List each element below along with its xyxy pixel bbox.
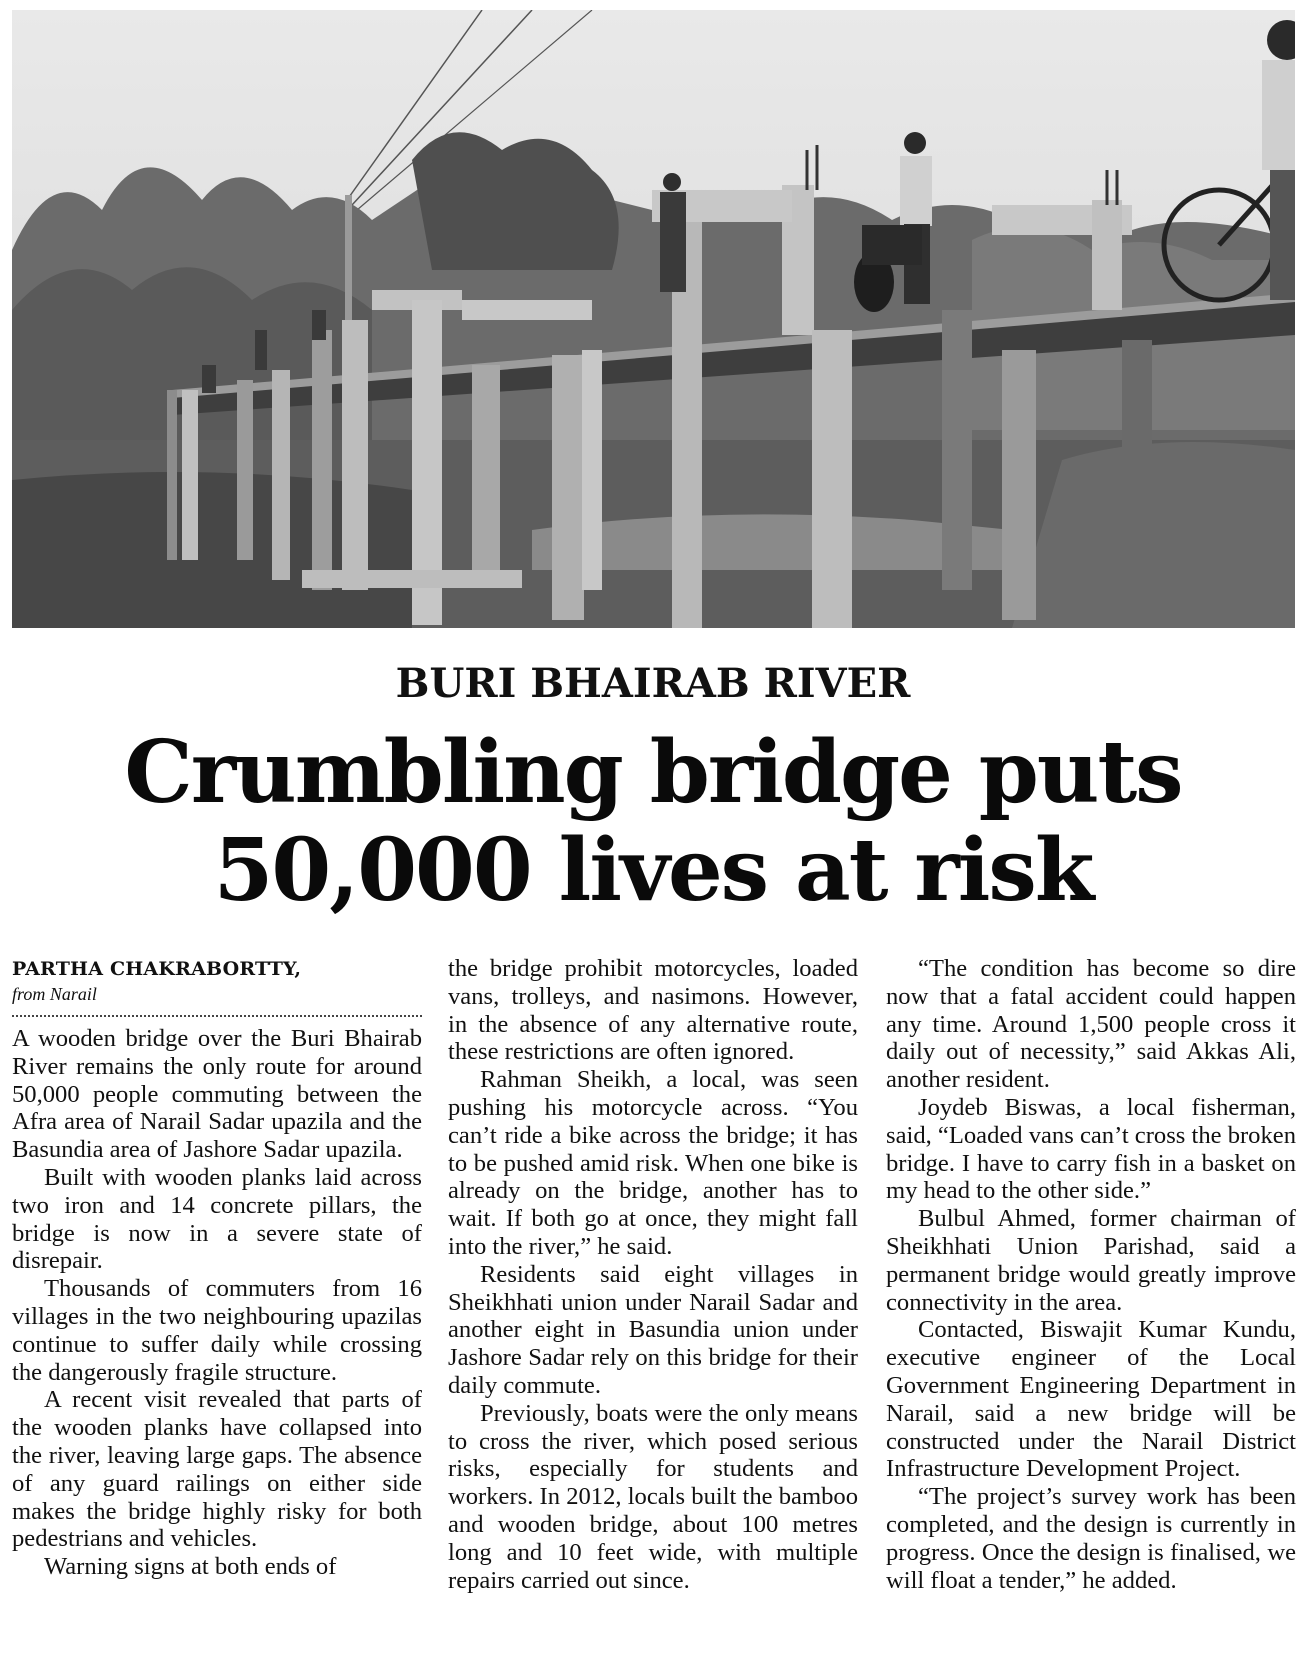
paragraph: the bridge prohibit motorcycles, loaded vans, trolleys, and nasimons. However, in the absence of any alternative route, these restrictions are often ignored. — [448, 955, 858, 1066]
paragraph: A wooden bridge over the Buri Bhairab River remains the only route for around 50,000 people commuting between the Afra area of Narail Sadar upazila and the Basundia area of Jashore Sadar upazila. — [12, 1025, 422, 1164]
byline-location: from Narail — [12, 984, 97, 1004]
article-column-2 — [448, 955, 858, 1594]
paragraph: “The project’s survey work has been completed, and the design is currently in progress. Once the design is finalised, we will float a tender,” he added. — [886, 1483, 1296, 1594]
paragraph: Contacted, Biswajit Kumar Kundu, executive engineer of the Local Government Engineering Department in Narail, said a new bridge will be constructed under the Narail District Infrastructure Development Project. — [886, 1316, 1296, 1483]
headline-line-2: 50,000 lives at risk — [213, 820, 1093, 921]
paragraph: A recent visit revealed that parts of the wooden planks have collapsed into the river, leaving large gaps. The absence of any guard railings on either side makes the bridge highly risky for both pedestrians and vehicles. — [12, 1386, 422, 1553]
paragraph: Joydeb Biswas, a local fisherman, said, “Loaded vans can’t cross the broken bridge. I have to carry fish in a basket on my head to the other side.” — [886, 1093, 1296, 1205]
paragraph: Residents said eight villages in Sheikhhati union under Narail Sadar and another eight in Basundia union under Jashore Sadar rely on this bridge for their daily commute. — [448, 1260, 858, 1399]
bridge-photo — [12, 10, 1295, 628]
paragraph: Thousands of commuters from 16 villages in the two neighbouring upazilas continue to suffer daily while crossing the dangerously fragile structure. — [12, 1275, 422, 1386]
paragraph: Warning signs at both ends of — [44, 1553, 337, 1581]
paragraph: Built with wooden planks laid across two iron and 14 concrete pillars, the bridge is now in a severe state of disrepair. — [12, 1163, 422, 1275]
article-column-3 — [886, 955, 1296, 1594]
byline-author: PARTHA CHAKRABORTTY, — [12, 958, 302, 980]
headline-line-1: Crumbling bridge puts — [124, 722, 1182, 823]
paragraph: Rahman Sheikh, a local, was seen pushing his motorcycle across. “You can’t ride a bike across the bridge; it has to be pushed amid risk. When one bike is already on the bridge, another has to wait. If both go at once, they might fall into the river,” he said. — [448, 1066, 858, 1260]
paragraph: “The condition has become so dire now that a fatal accident could happen any time. Around 1,500 people cross it daily out of necessity,” said Akkas Ali, another resident. — [886, 955, 1296, 1094]
section-kicker: BURI BHAIRAB RIVER — [395, 660, 911, 707]
page-title — [0, 724, 1306, 920]
byline-divider — [12, 1015, 422, 1017]
paragraph: Bulbul Ahmed, former chairman of Sheikhhati Union Parishad, said a permanent bridge would greatly improve connectivity in the area. — [886, 1205, 1296, 1316]
article-column-1 — [12, 955, 422, 1581]
paragraph: Previously, boats were the only means to cross the river, which posed serious risks, especially for students and workers. In 2012, locals built the bamboo and wooden bridge, about 100 metres long and 10 feet wide, with multiple repairs carried out since. — [448, 1399, 858, 1594]
photo-bridge-icon — [12, 10, 1295, 628]
